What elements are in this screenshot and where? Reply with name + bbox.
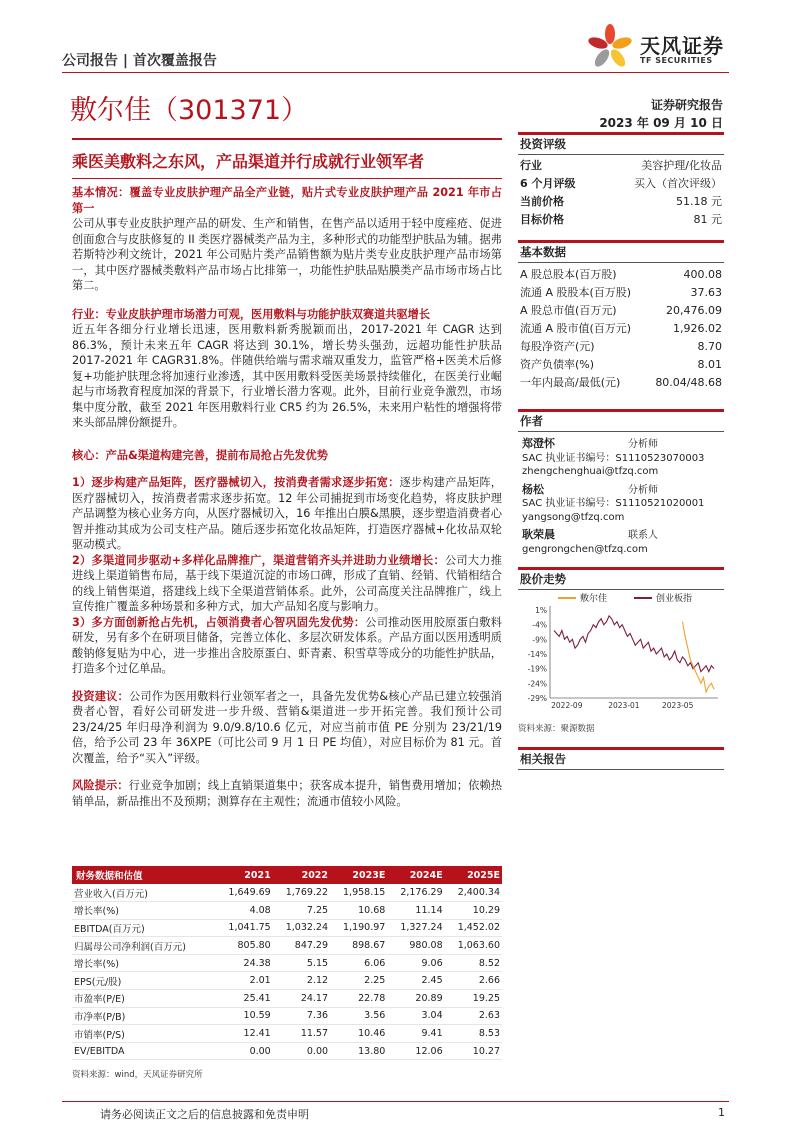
legend-label: 创业板指: [656, 594, 693, 604]
table-cell: 2,400.34: [445, 884, 502, 902]
table-cell: 2.12: [273, 972, 330, 990]
table-row-label: EPS(元/股): [72, 972, 215, 990]
table-row: [72, 919, 502, 937]
table-cell: 1,452.02: [445, 919, 502, 937]
table-cell: 1,041.75: [215, 919, 272, 937]
section-text: 公司作为医用敷料行业领军者之一，具备先发优势&核心产品已建立较强消费者心智，看好公司研发进一步升级、营销&渠道进一步开拓完善。我们预计公司 23/24/25 年归母净利润为 9.0/9.8/10.6 亿元，对应当前市值 PE 分别为 23/21/19 倍，给予公司 23 年 36XPE（可比公司 9 月 1 日 PE 均值），对应目标价为 81 元。首次覆盖，给予“买入”评级。: [72, 689, 502, 765]
y-tick-label: 1%: [535, 606, 547, 615]
basic-data-key: 资产负债率(%): [520, 358, 595, 371]
table-cell: 19.25: [445, 990, 502, 1008]
basic-data-key: 流通 A 股股本(百万股): [520, 286, 632, 299]
table-cell: 10.27: [445, 1042, 502, 1060]
table-cell: 2.25: [330, 972, 387, 990]
logo-text: 天风证券: [640, 34, 724, 58]
series-line-创业板指: [554, 616, 714, 672]
related-reports-title: 相关报告: [518, 748, 724, 770]
basic-data-value: 20,476.09: [666, 304, 722, 317]
table-cell: 898.67: [330, 937, 387, 955]
author-role: 分析师: [628, 439, 658, 450]
table-cell: 3.56: [330, 1007, 387, 1025]
author-name-line: [522, 528, 724, 543]
table-cell: 10.59: [215, 1007, 272, 1025]
table-cell: 11.57: [273, 1025, 330, 1043]
title-rule: [72, 138, 502, 140]
section-text: 行业竞争加剧；线上直销渠道集中；获客成本提升，销售费用增加；依赖热销单品，新品推出不及预期；测算存在主观性；流通市值较小风险。: [72, 779, 502, 808]
section-text: 公司从事专业皮肤护理产品的研发、生产和销售，在售产品以适用于轻中度痤疮、促进创面愈合与皮肤修复的 II 类医疗器械类产品为主，多种形式的功能型护肤品为辅。据弗若斯特沙利文统计，2021 年公司贴片类产品销售额为贴片类专业皮肤护理产品市场第一，其中医疗器械类敷料产品市场占比排第一，功能性护肤品贴膜类产品市场市场占比第二。: [72, 217, 502, 292]
author-name: 杨松: [522, 482, 544, 496]
table-cell: 1,063.60: [445, 937, 502, 955]
basic-data-key: 流通 A 股市值(百万元): [520, 322, 632, 335]
table-cell: 10.46: [330, 1025, 387, 1043]
rating-row: [518, 157, 724, 175]
sidebar: [518, 133, 724, 770]
basic-data-key: A 股总股本(百万股): [520, 268, 617, 281]
table-cell: 0.00: [215, 1042, 272, 1060]
table-row: [72, 1042, 502, 1060]
table-header: 财务数据和估值: [72, 866, 215, 884]
table-cell: 13.80: [330, 1042, 387, 1060]
table-cell: 1,769.22: [273, 884, 330, 902]
basic-data-value: 8.70: [697, 340, 722, 353]
table-cell: 2.63: [445, 1007, 502, 1025]
basic-data-key: 一年内最高/最低(元): [520, 376, 621, 389]
main-content: [72, 138, 502, 809]
tf-logo-icon: [584, 20, 636, 72]
table-cell: 1,649.69: [215, 884, 272, 902]
table-row: [72, 1025, 502, 1043]
table-cell: 11.14: [387, 902, 444, 920]
table-cell: 20.89: [387, 990, 444, 1008]
table-cell: 8.53: [445, 1025, 502, 1043]
rating-value: 买入（首次评级）: [634, 177, 722, 190]
table-cell: 10.29: [445, 902, 502, 920]
y-tick-label: -9%: [532, 635, 547, 645]
y-tick-label: -19%: [527, 664, 547, 674]
y-tick-label: -14%: [527, 650, 547, 659]
y-tick-label: -4%: [532, 620, 547, 630]
basic-data-row: [518, 338, 724, 356]
section-text: 逐步构建产品矩阵，医疗器械切入，按消费者需求逐步拓宽。12 年公司捕捉到市场变化趋势，将皮肤护理产品调整为核心业务方向，从医疗器械切入，16 年推出白膜&黑膜，逐步塑造消费者心智并推动其成为公司支柱产品。随后逐步拓宽化妆品矩阵，打造医疗器械+化妆品双轮驱动模式。: [72, 476, 502, 551]
author-name: 耿荣晨: [522, 528, 555, 541]
table-header: 2021: [215, 866, 272, 884]
rating-value: 81 元: [693, 213, 722, 226]
table-body: [72, 884, 502, 1060]
author-entry: [518, 528, 724, 556]
price-chart-title: 股价走势: [518, 568, 724, 590]
basic-data-value: 80.04/48.68: [655, 376, 722, 389]
table-row: [72, 884, 502, 902]
table-header: 2022: [273, 866, 330, 884]
section-text: 公司大力推进线上渠道销售布局，基于线下渠道沉淀的市场口碑，形成了直销、经销、代销相结合的线上销售渠道，搭建线上线下全渠道营销体系。此外，公司高度关注品牌推广，线上宣传推广覆盖多种场景和多种方式，加大产品知名度与影响力。: [72, 553, 502, 613]
price-chart: [518, 590, 724, 718]
rating-key: 当前价格: [520, 195, 564, 208]
table-header: 2024E: [387, 866, 444, 884]
author-cert: SAC 执业证书编号：S1110521020001: [522, 498, 705, 509]
price-chart-svg: [518, 590, 724, 718]
rating-row: [518, 193, 724, 211]
section-lead: 投资建议：: [72, 689, 129, 703]
table-cell: 805.80: [215, 937, 272, 955]
table-cell: 847.29: [273, 937, 330, 955]
basic-data-row: [518, 284, 724, 302]
section-text: 公司推动医用胶原蛋白敷料研发，另有多个在研项目储备，完善立体化、多层次研发体系。产品方面以医用透明质酸钠修复贴为中心，进一步推出含胶原蛋白、虾青素、积雪草等成分的功能性护肤品，打造多个过亿单品。: [72, 615, 502, 675]
table-cell: 9.06: [387, 954, 444, 972]
author-email: yangsong@tfzq.com: [522, 511, 625, 523]
table-cell: 2.66: [445, 972, 502, 990]
section-lead: 行业：专业皮肤护理市场潜力可观，医用敷料与功能护肤双赛道共驱增长: [72, 307, 431, 321]
basic-data-value: 8.01: [697, 358, 722, 371]
rating-value: 美容护理/化妆品: [641, 159, 722, 172]
financial-table-block: [72, 866, 502, 1080]
footer-divider: [62, 1101, 729, 1102]
rating-row: [518, 175, 724, 193]
basic-data-value: 1,926.02: [673, 322, 722, 335]
section-core: [72, 448, 502, 464]
basic-data-row: [518, 266, 724, 284]
rating-key: 行业: [520, 159, 542, 172]
rating-list: [518, 157, 724, 229]
author-entry: [518, 437, 724, 479]
table-header-row: [72, 866, 502, 884]
table-source: 资料来源：wind，天风证券研究所: [72, 1070, 203, 1081]
table-cell: 3.04: [387, 1007, 444, 1025]
page-title: 敷尔佳（301371）: [70, 95, 309, 126]
section-core-1: [72, 475, 502, 553]
table-cell: 8.52: [445, 954, 502, 972]
table-row: [72, 937, 502, 955]
section-core-2: [72, 553, 502, 615]
table-cell: 2.45: [387, 972, 444, 990]
table-cell: 1,032.24: [273, 919, 330, 937]
table-row-label: 增长率(%): [72, 954, 215, 972]
y-tick-label: -24%: [527, 679, 547, 689]
basic-data-list: [518, 266, 724, 392]
x-tick-label: 2022-09: [551, 701, 583, 710]
table-cell: 4.08: [215, 902, 272, 920]
table-cell: 9.41: [387, 1025, 444, 1043]
table-row-label: 市净率(P/B): [72, 1007, 215, 1025]
author-name-line: [522, 437, 724, 452]
table-row: [72, 954, 502, 972]
section-industry: [72, 307, 502, 431]
table-row: [72, 972, 502, 990]
table-cell: 10.68: [330, 902, 387, 920]
author-role: 分析师: [628, 484, 658, 496]
table-cell: 12.41: [215, 1025, 272, 1043]
table-row: [72, 902, 502, 920]
table-cell: 1,958.15: [330, 884, 387, 902]
section-risk: [72, 778, 502, 809]
basic-data-value: 37.63: [690, 286, 722, 299]
table-cell: 7.36: [273, 1007, 330, 1025]
rating-key: 目标价格: [520, 213, 564, 226]
section-basic: [72, 185, 502, 294]
author-name: 郑澄怀: [522, 437, 555, 450]
basic-data-title: 基本数据: [518, 241, 724, 263]
logo-subtext: TF SECURITIES: [640, 56, 713, 65]
table-cell: 2,176.29: [387, 884, 444, 902]
section-lead: 风险提示：: [72, 779, 129, 792]
section-lead: 2）多渠道同步驱动+多样化品牌推广，渠道营销齐头并进助力业绩增长：: [72, 553, 445, 567]
table-row-label: 营业收入(百万元): [72, 884, 215, 902]
basic-data-row: [518, 356, 724, 374]
section-text: 近五年各细分行业增长迅速，医用敷料新秀脱颖而出，2017-2021 年 CAGR 达到 86.3%，预计未来五年 CAGR 将达到 30.1%，增长势头强劲，远超功能性护肤品 2017-2021 年 CAGR31.8%。伴随供给端与需求端双重发力，监管严格+医美术后修复+功能护肤理念将加速行业渗透，其中医用敷料受医美场景持续催化，在医美行业崛起与市场教育程度加深的背景下，行业增长潜力客观。此外，目前行业竞争激烈，市场集中度分散，截至 2021 年医用敷料行业 CR5 约为 26.5%，未来用户粘性的增强将带来头部品牌份额提升。: [72, 323, 502, 429]
table-cell: 980.08: [387, 937, 444, 955]
basic-data-row: [518, 320, 724, 338]
rating-key: 6 个月评级: [520, 177, 576, 190]
table-header: 2025E: [445, 866, 502, 884]
y-tick-label: -29%: [527, 694, 547, 703]
headline-rule: [72, 178, 502, 179]
author-email: zhengchenghuai@tfzq.com: [522, 466, 659, 477]
report-category: 证券研究报告: [650, 98, 723, 112]
basic-data-key: 每股净资产(元): [520, 340, 595, 353]
table-cell: 6.06: [330, 954, 387, 972]
header-divider: [62, 72, 729, 73]
basic-data-row: [518, 302, 724, 320]
financial-table: [72, 866, 502, 1060]
table-row-label: 市盈率(P/E): [72, 990, 215, 1008]
report-type-label: 公司报告 | 首次覆盖报告: [62, 53, 217, 69]
table-cell: 2.01: [215, 972, 272, 990]
table-cell: 24.38: [215, 954, 272, 972]
authors-title: 作者: [518, 410, 724, 432]
table-header: 2023E: [330, 866, 387, 884]
author-cert: SAC 执业证书编号：S1110523070003: [522, 452, 705, 464]
section-core-3: [72, 615, 502, 677]
rating-section-title: 投资评级: [518, 133, 724, 155]
table-cell: 22.78: [330, 990, 387, 1008]
section-lead: 1）逐步构建产品矩阵，医疗器械切入，按消费者需求逐步拓宽：: [72, 476, 400, 489]
basic-data-key: A 股总市值(百万元): [520, 304, 617, 317]
table-cell: 12.06: [387, 1042, 444, 1060]
author-list: [518, 437, 724, 556]
table-cell: 25.41: [215, 990, 272, 1008]
table-cell: 7.25: [273, 902, 330, 920]
section-lead: 基本情况：覆盖专业皮肤护理产品全产业链，贴片式专业皮肤护理产品 2021 年市占第一: [72, 186, 502, 215]
author-email: gengrongchen@tfzq.com: [522, 543, 648, 555]
author-role: 联系人: [628, 530, 658, 541]
legend-label: 敷尔佳: [580, 594, 608, 604]
rating-row: [518, 211, 724, 229]
footer-disclaimer: 请务必阅读正文之后的信息披露和免责申明: [100, 1108, 309, 1121]
x-tick-label: 2023-01: [608, 701, 640, 710]
table-row-label: EV/EBITDA: [72, 1042, 215, 1060]
x-tick-label: 2023-05: [662, 701, 694, 710]
table-row-label: 市销率(P/S): [72, 1025, 215, 1043]
report-headline: 乘医美敷料之东风，产品渠道并行成就行业领军者: [72, 152, 425, 171]
table-row-label: EBITDA(百万元): [72, 919, 215, 937]
basic-data-row: [518, 374, 724, 392]
table-cell: 1,190.97: [330, 919, 387, 937]
table-cell: 0.00: [273, 1042, 330, 1060]
page-number: 1: [718, 1106, 725, 1119]
table-row: [72, 990, 502, 1008]
rating-value: 51.18 元: [676, 195, 722, 208]
report-date: 2023 年 09 月 10 日: [599, 116, 723, 130]
table-row-label: 增长率(%): [72, 902, 215, 920]
table-row-label: 归属母公司净利润(百万元): [72, 937, 215, 955]
author-entry: [518, 483, 724, 525]
author-name-line: [522, 483, 724, 498]
table-cell: 5.15: [273, 954, 330, 972]
table-row: [72, 1007, 502, 1025]
basic-data-value: 400.08: [683, 268, 722, 281]
section-lead: 核心：产品&渠道构建完善，提前布局抢占先发优势: [72, 448, 328, 462]
section-lead: 3）多方面创新抢占先机，占领消费者心智巩固先发优势：: [72, 615, 366, 629]
table-cell: 1,327.24: [387, 919, 444, 937]
series-line-敷尔佳: [683, 622, 715, 692]
table-cell: 24.17: [273, 990, 330, 1008]
chart-source: 资料来源：聚源数据: [518, 724, 595, 734]
section-investment: [72, 689, 502, 767]
